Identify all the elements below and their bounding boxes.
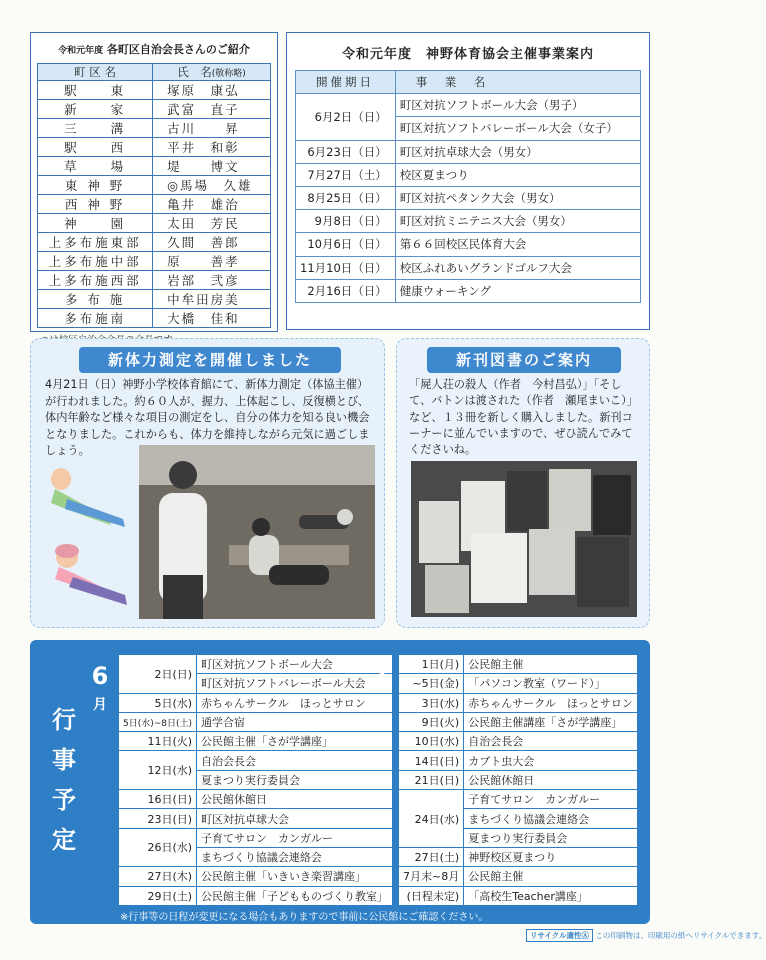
chairs-district: 東 神 野 xyxy=(38,176,153,195)
schedule-row xyxy=(399,847,638,866)
events-head-name: 事 業 名 xyxy=(395,71,640,94)
events-row xyxy=(296,163,641,186)
schedule-date: 5日(水) xyxy=(119,693,197,712)
schedule-event: 公民館主催「子どもものづくり教室」 xyxy=(197,886,393,905)
schedule-row xyxy=(119,655,393,674)
schedule-event: 公民館主催 xyxy=(464,867,638,886)
events-date: 8月25日（日） xyxy=(296,186,396,209)
events-row xyxy=(296,140,641,163)
events-name: 町区対抗卓球大会（男女） xyxy=(395,140,640,163)
chairs-name: 武富 直子 xyxy=(153,100,271,119)
chairs-row xyxy=(38,214,271,233)
chairs-name: ◎馬場 久雄 xyxy=(153,176,271,195)
schedule-row xyxy=(399,770,638,789)
schedule-row xyxy=(399,790,638,809)
schedule-date: 3日(水) xyxy=(399,693,464,712)
schedule-event: 子育てサロン カンガルー xyxy=(197,828,393,847)
schedule-event: 公民館主催「いきいき楽習講座」 xyxy=(197,867,393,886)
schedule-event: 公民館休館日 xyxy=(197,790,393,809)
books-photo xyxy=(411,461,637,617)
schedule-date: 12日(水) xyxy=(119,751,197,790)
chairs-name: 亀井 雄治 xyxy=(153,195,271,214)
schedule-date: 14日(日) xyxy=(399,751,464,770)
chairs-title xyxy=(31,33,277,63)
chairs-name: 岩部 弐彦 xyxy=(153,271,271,290)
chairs-district: 駅 東 xyxy=(38,81,153,100)
chairs-district: 西 神 野 xyxy=(38,195,153,214)
schedule-event: 赤ちゃんサークル ほっとサロン xyxy=(464,693,638,712)
schedule-event: 夏まつり実行委員会 xyxy=(197,770,393,789)
schedule-row xyxy=(399,751,638,770)
events-date: 10月6日（日） xyxy=(296,233,396,256)
schedule-event: 「パソコン教室（ワード）」 xyxy=(464,674,638,693)
july-schedule-table xyxy=(398,654,638,906)
schedule-event: まちづくり協議会連絡会 xyxy=(464,809,638,828)
events-name: 校区ふれあいグランドゴルフ大会 xyxy=(395,256,640,279)
chairs-name: 大橋 佳和 xyxy=(153,309,271,328)
events-row xyxy=(296,210,641,233)
june-schedule-table xyxy=(118,654,393,906)
events-row xyxy=(296,233,641,256)
schedule-event: 神野校区夏まつり xyxy=(464,847,638,866)
chairs-row xyxy=(38,233,271,252)
events-title: 令和元年度 神野体育協会主催事業案内 xyxy=(341,47,594,62)
schedule-title: 行 事 予 定 xyxy=(52,706,76,854)
schedule-row xyxy=(119,809,393,828)
events-row xyxy=(296,279,641,302)
fitness-text: 4月21日（日）神野小学校体育館にて、新体力測定（体協主催）が行われました。約６０人が、握力、上体起こし、反復横とび、体内年齢など様々な項目の測定をし、自分の体力を知る良い機会となりました。これからも、体力を維持しながら元気に過ごしましょう。 xyxy=(45,378,370,457)
schedule-row xyxy=(119,732,393,751)
schedule-event: 赤ちゃんサークル ほっとサロン xyxy=(197,693,393,712)
sports-events-panel xyxy=(286,32,650,330)
schedule-row xyxy=(399,886,638,905)
schedule-date: 5日(水)~8日(土) xyxy=(119,712,197,731)
schedule-row xyxy=(399,693,638,712)
stretching-illustration xyxy=(37,459,133,619)
schedule-date: 9日(火) xyxy=(399,712,464,731)
events-date: 11月10日（日） xyxy=(296,256,396,279)
schedule-date: 27日(土) xyxy=(399,847,464,866)
schedule-event: カブト虫大会 xyxy=(464,751,638,770)
chairs-name: 平井 和彰 xyxy=(153,138,271,157)
schedule-event: 公民館主催講座「さが学講座」 xyxy=(464,712,638,731)
chairs-district: 草 場 xyxy=(38,157,153,176)
schedule-date: 29日(土) xyxy=(119,886,197,905)
schedule-row xyxy=(119,751,393,770)
schedule-date: 26日(水) xyxy=(119,828,197,867)
events-name: 町区対抗ソフトボール大会（男子） xyxy=(395,94,640,117)
books-text: 「屍人荘の殺人（作者 今村昌弘）」「そして、バトンは渡された（作者 瀬尾まいこ）」など、１３冊を新しく購入しました。新刊コーナーに並んでいますので、ぜひ読んでみてくださいね。 xyxy=(409,378,638,457)
schedule-event: 「高校生Teacher講座」 xyxy=(464,886,638,905)
chairs-district: 上多布施西部 xyxy=(38,271,153,290)
schedule-event: 町区対抗ソフトバレーボール大会 xyxy=(197,674,393,693)
chairs-head-district: 町 区 名 xyxy=(38,64,153,81)
chairs-row xyxy=(38,176,271,195)
chairs-head-note: (敬称略) xyxy=(211,69,246,79)
schedule-row xyxy=(119,867,393,886)
chairs-row xyxy=(38,309,271,328)
schedule-date: 7月末~8月 xyxy=(399,867,464,886)
recycle-mark xyxy=(526,930,766,941)
schedule-row xyxy=(119,886,393,905)
chairs-row xyxy=(38,119,271,138)
schedule-date: ~5日(金) xyxy=(399,674,464,693)
events-date: 6月23日（日） xyxy=(296,140,396,163)
chairs-district: 神 園 xyxy=(38,214,153,233)
books-title: 新刊図書のご案内 xyxy=(427,347,621,373)
schedule-row xyxy=(119,828,393,847)
chairs-table xyxy=(37,63,271,328)
schedule-event: 公民館主催 xyxy=(464,655,638,674)
chairs-name: 堤 博文 xyxy=(153,157,271,176)
events-date: 2月16日（日） xyxy=(296,279,396,302)
chairs-name: 中牟田房美 xyxy=(153,290,271,309)
schedule-row xyxy=(399,712,638,731)
schedule-event: 子育てサロン カンガルー xyxy=(464,790,638,809)
events-name: 町区対抗ミニテニス大会（男女） xyxy=(395,210,640,233)
schedule-event: 通学合宿 xyxy=(197,712,393,731)
events-row xyxy=(296,94,641,117)
chairs-name: 久間 善郎 xyxy=(153,233,271,252)
chairs-name: 塚原 康弘 xyxy=(153,81,271,100)
event-schedule-panel xyxy=(30,640,650,924)
chairs-district: 多 布 施 xyxy=(38,290,153,309)
schedule-event: 町区対抗ソフトボール大会 xyxy=(197,655,393,674)
schedule-date: 2日(日) xyxy=(119,655,197,694)
chairs-district: 多布施南 xyxy=(38,309,153,328)
chairs-row xyxy=(38,100,271,119)
schedule-row xyxy=(119,712,393,731)
schedule-date: 23日(日) xyxy=(119,809,197,828)
schedule-event: 公民館主催「さが学講座」 xyxy=(197,732,393,751)
schedule-event: 夏まつり実行委員会 xyxy=(464,828,638,847)
schedule-date: (日程未定) xyxy=(399,886,464,905)
events-name: 町区対抗ペタンク大会（男女） xyxy=(395,186,640,209)
chairs-row xyxy=(38,252,271,271)
chairs-row xyxy=(38,290,271,309)
schedule-footnote: ※行事等の日程が変更になる場合もありますので事前に公民館にご確認ください。 xyxy=(120,912,489,923)
fitness-photo xyxy=(139,445,375,619)
fitness-article xyxy=(30,338,385,628)
schedule-date: 11日(火) xyxy=(119,732,197,751)
schedule-date: 16日(日) xyxy=(119,790,197,809)
schedule-event: 町区対抗卓球大会 xyxy=(197,809,393,828)
schedule-date: 10日(水) xyxy=(399,732,464,751)
schedule-row xyxy=(399,732,638,751)
chairs-district: 新 家 xyxy=(38,100,153,119)
chairs-title-text: 各町区自治会長さんのご紹介 xyxy=(106,43,250,56)
fitness-title: 新体力測定を開催しました xyxy=(79,347,341,373)
new-books-article xyxy=(396,338,650,628)
chairs-district: 上多布施中部 xyxy=(38,252,153,271)
chairs-head-name: 氏 名(敬称略) xyxy=(153,64,271,81)
events-table xyxy=(295,70,641,303)
events-row xyxy=(296,186,641,209)
chairs-name: 古川 昇 xyxy=(153,119,271,138)
chairs-title-year: 令和元年度 xyxy=(58,46,104,56)
schedule-row xyxy=(399,867,638,886)
events-date: 7月27日（土） xyxy=(296,163,396,186)
district-chairs-panel xyxy=(30,32,278,332)
chairs-district: 三 溝 xyxy=(38,119,153,138)
schedule-event: 自治会長会 xyxy=(464,732,638,751)
events-date: 9月8日（日） xyxy=(296,210,396,233)
chairs-name: 原 善孝 xyxy=(153,252,271,271)
chairs-row xyxy=(38,138,271,157)
chairs-name: 太田 芳民 xyxy=(153,214,271,233)
events-name: 校区夏まつり xyxy=(395,163,640,186)
schedule-row xyxy=(119,790,393,809)
schedule-event: まちづくり協議会連絡会 xyxy=(197,847,393,866)
schedule-event: 自治会長会 xyxy=(197,751,393,770)
june-label: 6 月 xyxy=(91,662,109,713)
july-label: 7 月 xyxy=(371,662,389,713)
events-name: 第６６回校区民体育大会 xyxy=(395,233,640,256)
events-name: 健康ウォーキング xyxy=(395,279,640,302)
schedule-date: 1日(月) xyxy=(399,655,464,674)
events-row xyxy=(296,256,641,279)
schedule-date: 24日(水) xyxy=(399,790,464,848)
schedule-row xyxy=(119,693,393,712)
chairs-row xyxy=(38,271,271,290)
chairs-district: 上多布施東部 xyxy=(38,233,153,252)
recycle-text: この印刷物は、印刷用の紙へリサイクルできます。 xyxy=(595,931,766,940)
chairs-row xyxy=(38,81,271,100)
schedule-row xyxy=(399,655,638,674)
schedule-date: 27日(木) xyxy=(119,867,197,886)
chairs-row xyxy=(38,157,271,176)
schedule-date: 21日(日) xyxy=(399,770,464,789)
schedule-event: 公民館休館日 xyxy=(464,770,638,789)
chairs-row xyxy=(38,195,271,214)
events-head-date: 開催期日 xyxy=(296,71,396,94)
schedule-row xyxy=(399,674,638,693)
chairs-district: 駅 西 xyxy=(38,138,153,157)
events-name: 町区対抗ソフトバレーボール大会（女子） xyxy=(395,117,640,140)
events-date: 6月2日（日） xyxy=(296,94,396,140)
recycle-label: リサイクル適性Ⓐ xyxy=(526,929,593,942)
